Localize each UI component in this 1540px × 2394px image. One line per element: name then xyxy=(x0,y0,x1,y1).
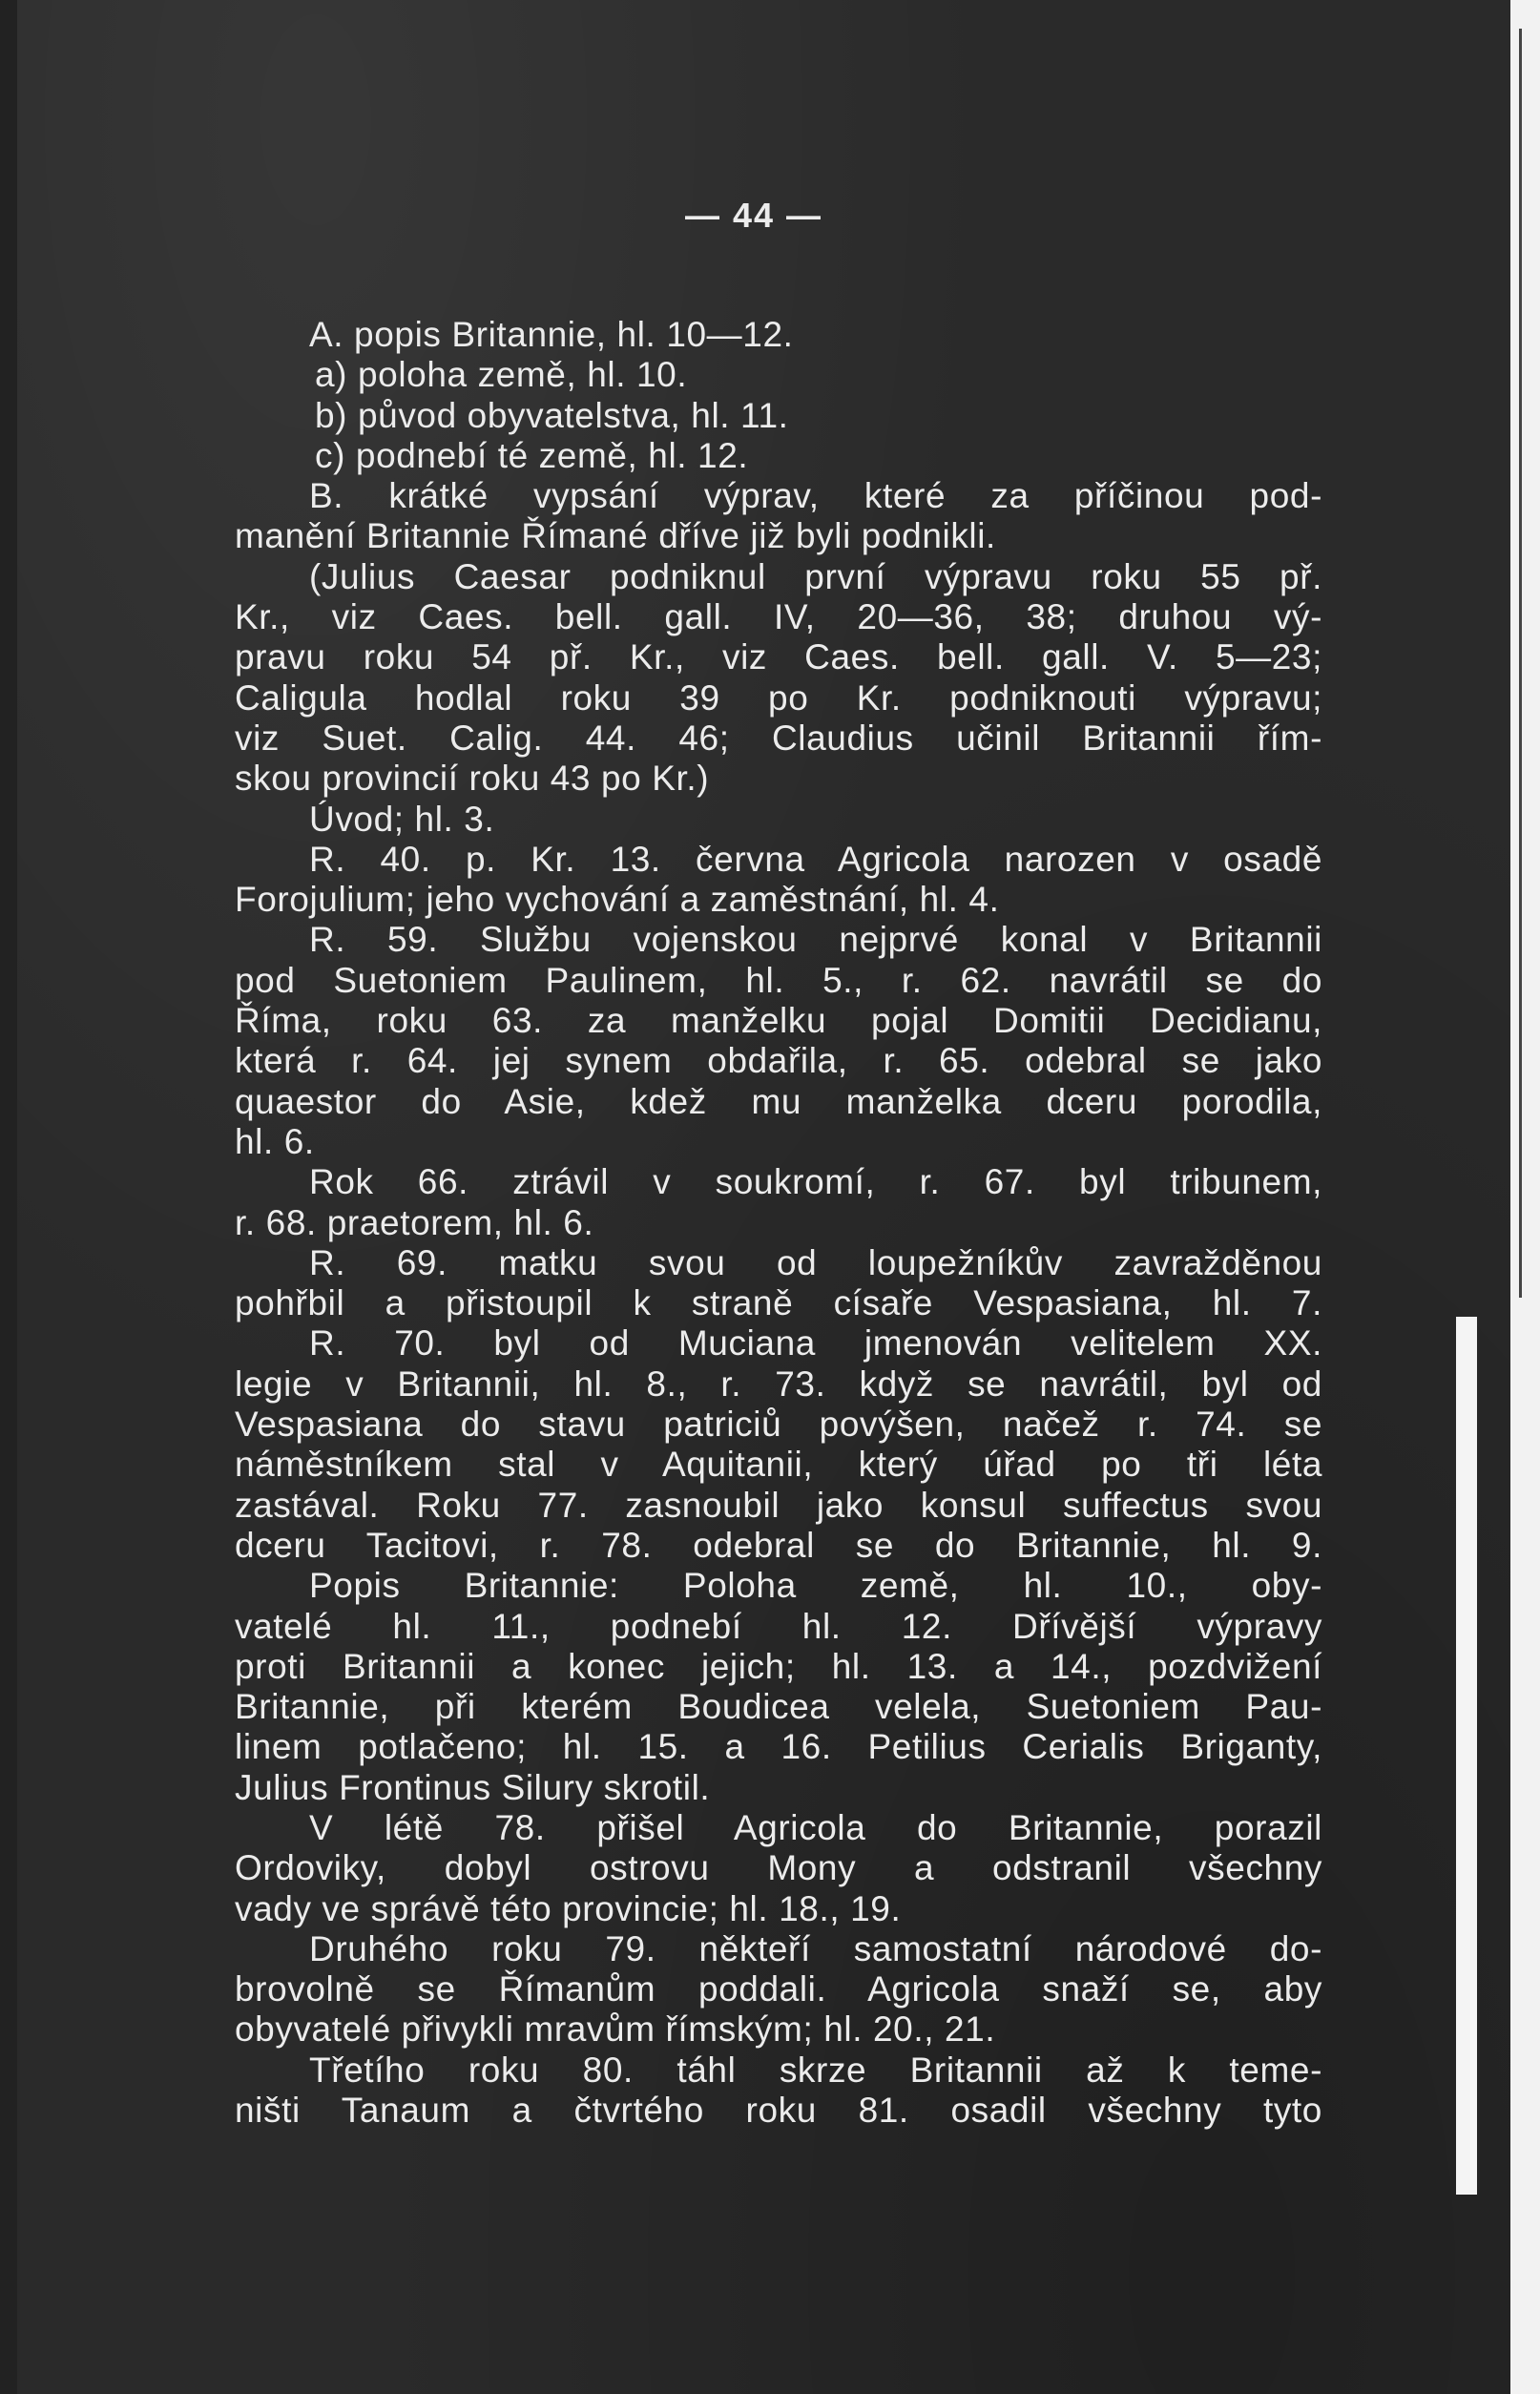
text-line: Britannie, při kterém Boudicea velela, Suetoniem Pau- xyxy=(235,1687,1322,1727)
text-line: quaestor do Asie, kdež mu manželka dceru porodila, xyxy=(235,1081,1322,1121)
text-line: viz Suet. Calig. 44. 46; Claudius učinil Britannii řím- xyxy=(235,718,1322,758)
text-line: pod Suetoniem Paulinem, hl. 5., r. 62. navrátil se do xyxy=(235,960,1322,1000)
text-line: B. krátké vypsání výprav, které za příčinou pod- xyxy=(309,476,1322,516)
text-line: Popis Britannie: Poloha země, hl. 10., oby- xyxy=(309,1566,1322,1606)
text-line: Třetího roku 80. táhl skrze Britannii až k teme- xyxy=(309,2050,1322,2090)
text-line: vatelé hl. 11., podnebí hl. 12. Dřívější výpravy xyxy=(235,1606,1322,1646)
text-line: Caligula hodlal roku 39 po Kr. podniknouti výpravu; xyxy=(235,677,1322,718)
text-line: A. popis Britannie, hl. 10—12. xyxy=(309,315,794,354)
text-line: pohřbil a přistoupil k straně císaře Vespasiana, hl. 7. xyxy=(235,1283,1322,1323)
text-line: Druhého roku 79. někteří samostatní národové do- xyxy=(309,1928,1322,1968)
text-line: Julius Frontinus Silury skrotil. xyxy=(235,1767,711,1807)
text-line: V létě 78. přišel Agricola do Britannie, porazil xyxy=(309,1807,1322,1847)
text-line: ništi Tanaum a čtvrtého roku 81. osadil všechny tyto xyxy=(235,2091,1322,2131)
text-line: manění Britannie Římané dříve již byli podnikli. xyxy=(235,516,996,556)
text-line: (Julius Caesar podniknul první výpravu roku 55 př. xyxy=(309,556,1322,596)
text-line: R. 70. byl od Muciana jmenován velitelem XX. xyxy=(309,1323,1322,1364)
text-line: R. 69. matku svou od loupežníkův zavražděnou xyxy=(309,1242,1322,1282)
text-line: brovolně se Římanům poddali. Agricola snaží se, aby xyxy=(235,1969,1322,2009)
text-line: linem potlačeno; hl. 15. a 16. Petilius Cerialis Briganty, xyxy=(235,1727,1322,1767)
text-line: r. 68. praetorem, hl. 6. xyxy=(235,1202,594,1242)
text-line: která r. 64. jej synem obdařila, r. 65. odebral se jako xyxy=(235,1041,1322,1081)
text-line: hl. 6. xyxy=(235,1121,315,1161)
page-number: — 44 — xyxy=(685,196,823,235)
text-line: skou provincií roku 43 po Kr.) xyxy=(235,759,710,799)
text-line: R. 40. p. Kr. 13. června Agricola narozen v osadě xyxy=(309,839,1322,879)
binding-strip xyxy=(1456,1317,1477,2195)
book-page xyxy=(17,0,1510,2394)
text-line: legie v Britannii, hl. 8., r. 73. když se navrátil, byl od xyxy=(235,1364,1322,1404)
text-line: Vespasiana do stavu patriciů povýšen, načež r. 74. se xyxy=(235,1405,1322,1445)
text-line: dceru Tacitovi, r. 78. odebral se do Britannie, hl. 9. xyxy=(235,1525,1322,1565)
text-line: Forojulium; jeho vychování a zaměstnání, hl. 4. xyxy=(235,880,1000,920)
text-line: b) původ obyvatelstva, hl. 11. xyxy=(315,395,789,435)
text-line: náměstníkem stal v Aquitanii, který úřad po tři léta xyxy=(235,1445,1322,1485)
text-line: a) poloha země, hl. 10. xyxy=(315,355,688,395)
page-content xyxy=(17,0,1510,2394)
text-line: Úvod; hl. 3. xyxy=(309,799,495,839)
page-edge-line xyxy=(1519,29,1522,1298)
text-line: R. 59. Službu vojenskou nejprvé konal v Britannii xyxy=(309,920,1322,960)
text-line: obyvatelé přivykli mravům římským; hl. 20., 21. xyxy=(235,2009,996,2050)
text-line: c) podnebí té země, hl. 12. xyxy=(315,435,749,475)
page-edge xyxy=(1510,0,1540,2394)
text-line: Rok 66. ztrávil v soukromí, r. 67. byl tribunem, xyxy=(309,1162,1322,1202)
body-text xyxy=(235,315,1322,2131)
text-line: proti Britannii a konec jejich; hl. 13. a 14., pozdvižení xyxy=(235,1646,1322,1686)
text-line: vady ve správě této provincie; hl. 18., 19. xyxy=(235,1888,902,1928)
text-line: Říma, roku 63. za manželku pojal Domitii Decidianu, xyxy=(235,1001,1322,1041)
text-line: pravu roku 54 př. Kr., viz Caes. bell. gall. V. 5—23; xyxy=(235,637,1322,677)
text-line: zastával. Roku 77. zasnoubil jako konsul suffectus svou xyxy=(235,1485,1322,1525)
text-line: Ordoviky, dobyl ostrovu Mony a odstranil všechny xyxy=(235,1848,1322,1888)
text-line: Kr., viz Caes. bell. gall. IV, 20—36, 38; druhou vý- xyxy=(235,597,1322,637)
